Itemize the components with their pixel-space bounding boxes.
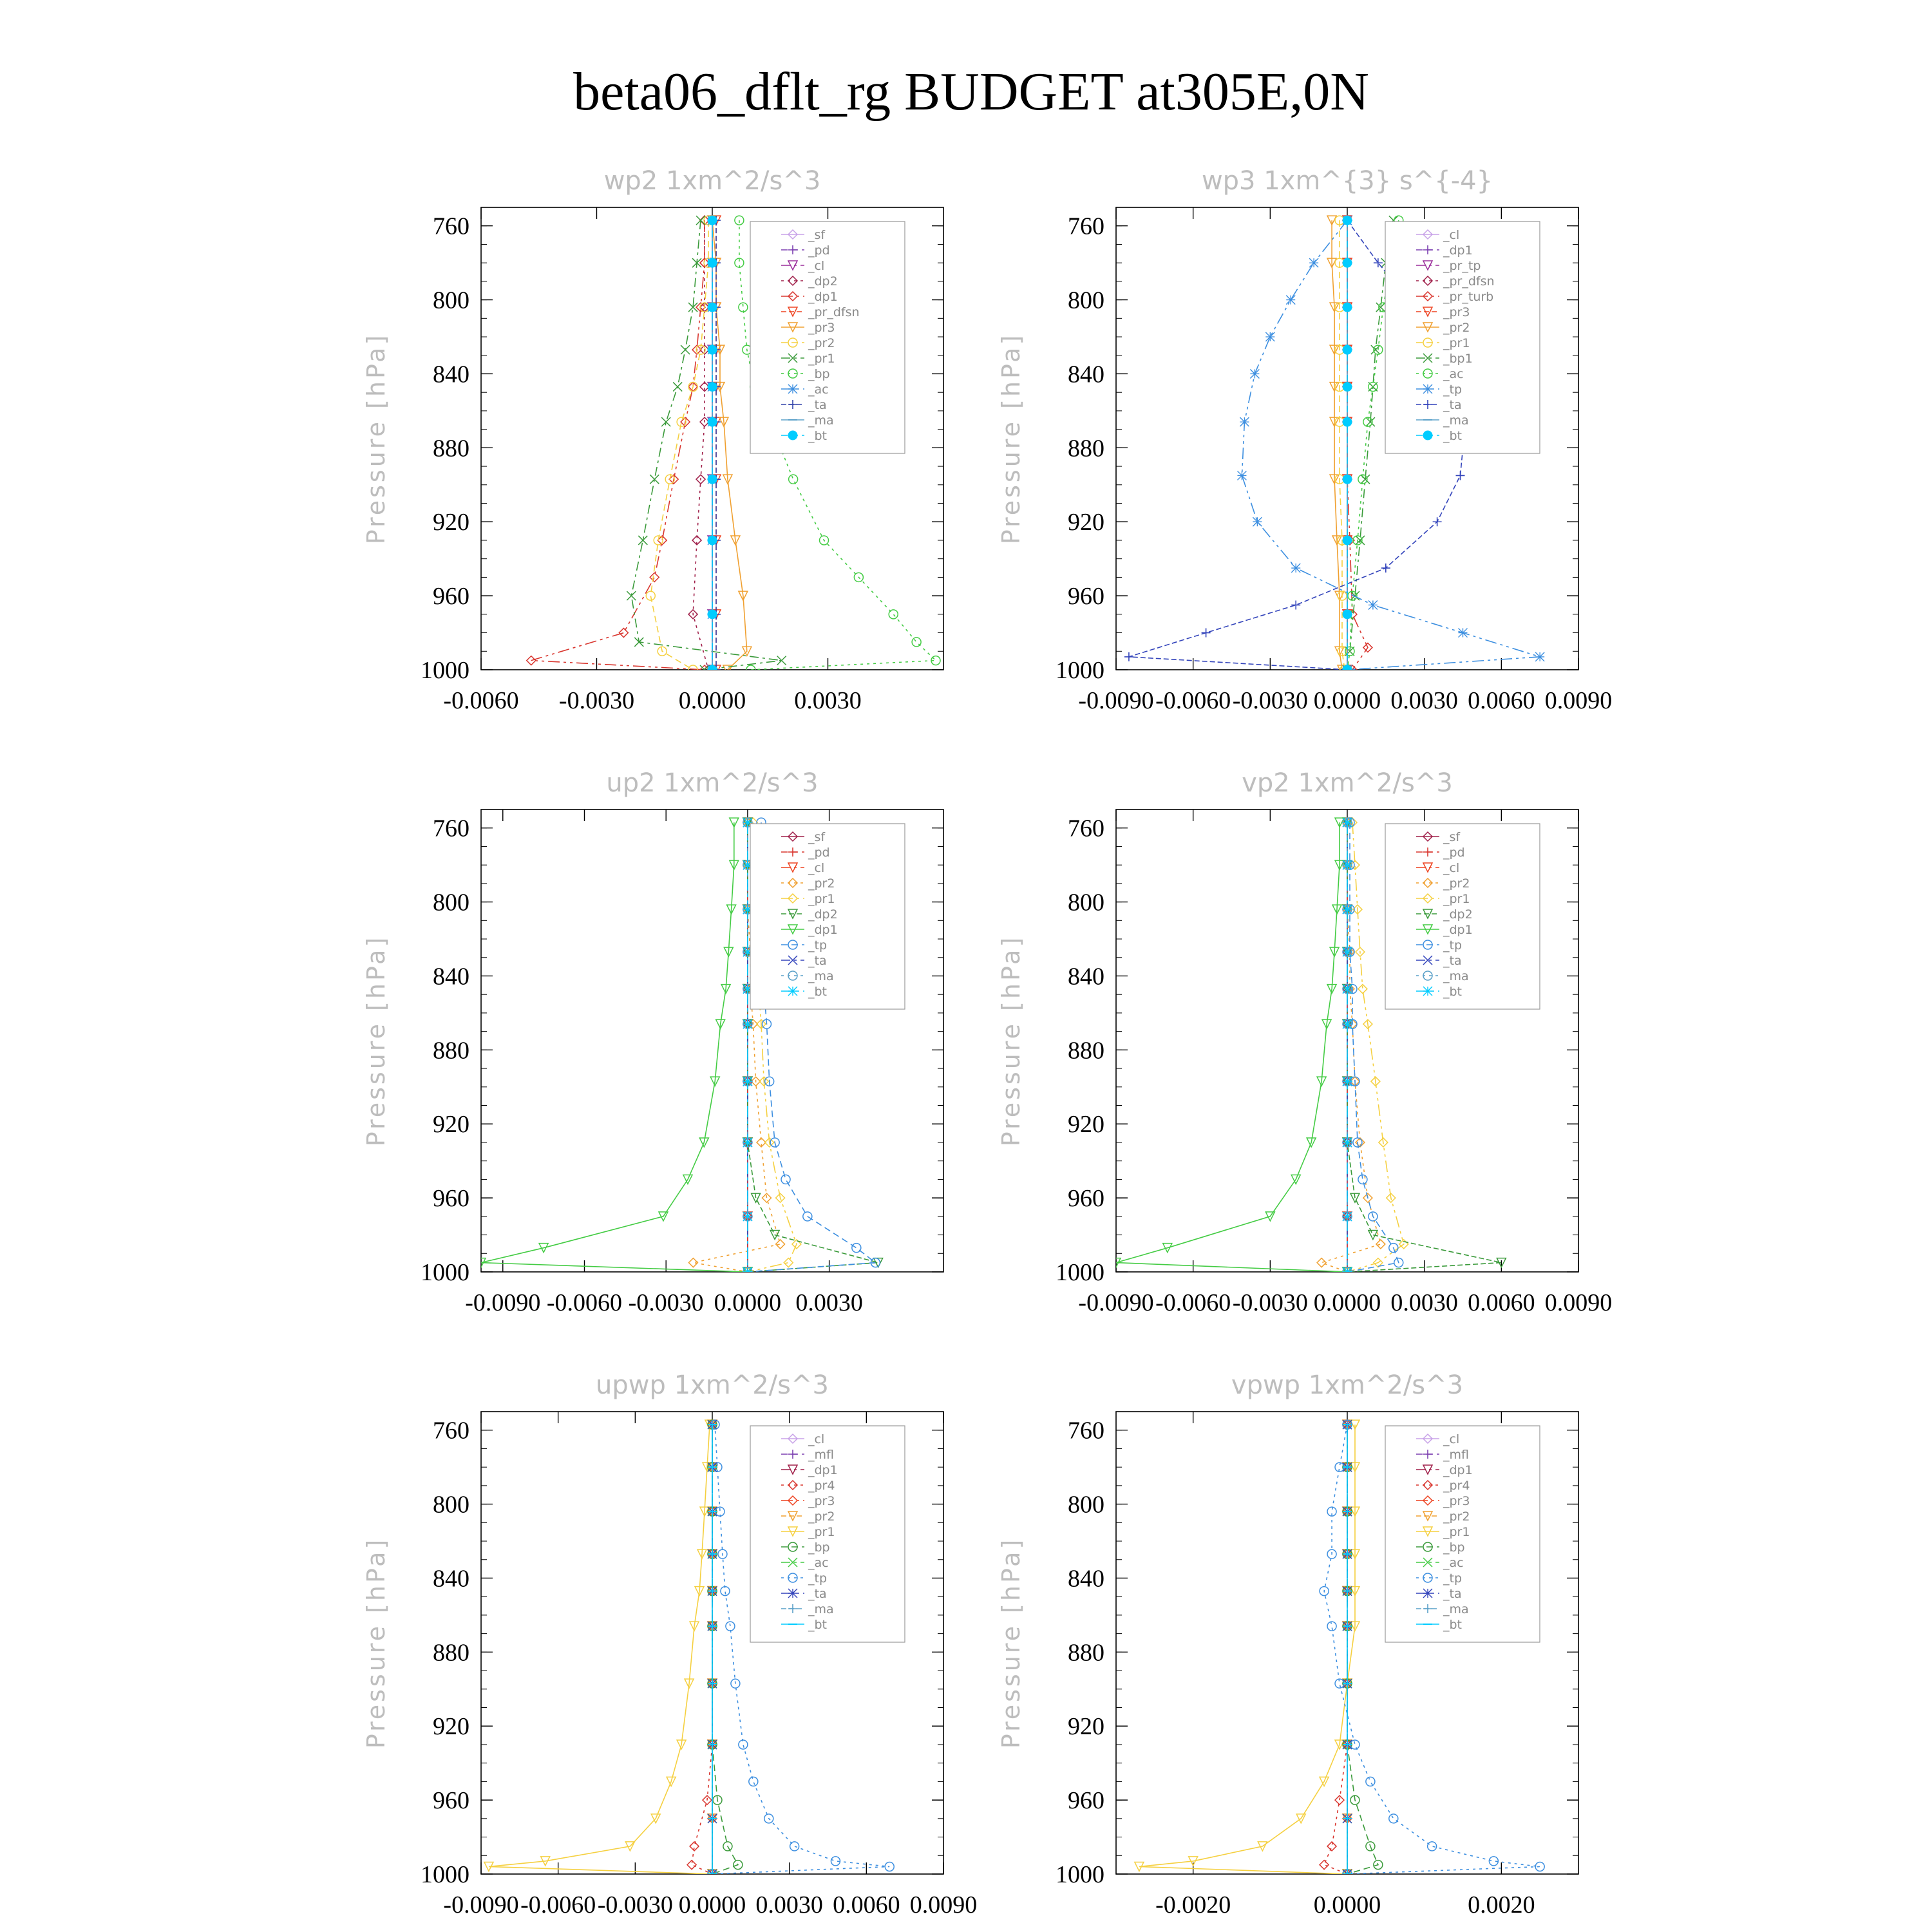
- series-line-dp1: [481, 822, 748, 1272]
- legend-label: _mfl: [1443, 1448, 1469, 1462]
- series-point: [749, 1777, 758, 1786]
- legend-marker: [1423, 431, 1432, 440]
- x-tick-label: -0.0060: [1155, 687, 1231, 714]
- series-line-pr2: [1332, 220, 1342, 670]
- legend-label: _dp1: [808, 923, 838, 937]
- y-axis-label: Pressure [hPa]: [997, 332, 1025, 545]
- series-point: [1343, 860, 1352, 869]
- y-tick-label: 920: [1068, 1111, 1104, 1139]
- legend-label: _sf: [808, 228, 826, 242]
- series-point: [726, 1622, 735, 1631]
- series-point: [1428, 1842, 1437, 1851]
- legend-label: _bt: [808, 985, 828, 999]
- legend-label: _tp: [1443, 938, 1463, 952]
- legend-label: _bp1: [1443, 352, 1473, 366]
- series-line-pr4: [1324, 1425, 1347, 1874]
- series-point: [681, 345, 690, 354]
- series-point: [708, 610, 717, 619]
- y-tick-label: 1000: [421, 1861, 469, 1888]
- legend-label: _ac: [808, 383, 829, 397]
- series-point: [1253, 517, 1262, 526]
- series-point: [650, 475, 659, 484]
- y-tick-label: 800: [1068, 1491, 1104, 1519]
- legend-marker: [1423, 987, 1432, 996]
- legend-label: _dp1: [1443, 1463, 1473, 1477]
- series-point: [1317, 1258, 1326, 1267]
- x-tick-label: 0.0060: [1468, 1289, 1535, 1316]
- x-tick-label: 0.0030: [755, 1891, 823, 1918]
- legend-label: _cl: [1443, 228, 1460, 242]
- y-tick-label: 960: [1068, 583, 1104, 611]
- y-tick-label: 760: [433, 213, 469, 240]
- legend-label: _ma: [1443, 413, 1469, 428]
- legend-label: _pr2: [1443, 1510, 1470, 1524]
- series-point: [776, 1240, 785, 1249]
- panel-2: [997, 166, 1612, 714]
- panel-title: up2 1xm^2/s^3: [606, 768, 819, 798]
- panel-title: vp2 1xm^2/s^3: [1242, 768, 1453, 798]
- y-tick-label: 920: [1068, 509, 1104, 536]
- legend-label: _pr1: [1443, 336, 1470, 350]
- y-tick-label: 920: [1068, 1713, 1104, 1741]
- panel-title: upwp 1xm^2/s^3: [596, 1370, 829, 1400]
- y-tick-label: 840: [433, 1565, 469, 1593]
- y-tick-label: 840: [433, 963, 469, 990]
- series-point: [708, 258, 717, 267]
- legend-label: _dp1: [808, 1463, 838, 1477]
- legend-label: _bt: [1443, 429, 1463, 443]
- y-axis-label: Pressure [hPa]: [997, 1537, 1025, 1749]
- x-tick-label: 0.0090: [909, 1891, 978, 1918]
- x-tick-label: 0.0000: [714, 1289, 782, 1316]
- y-tick-label: 800: [433, 287, 469, 314]
- series-line-dp1: [1116, 822, 1347, 1272]
- legend-label: _pr2: [1443, 321, 1470, 335]
- series-point: [790, 1842, 799, 1851]
- series-line-pr2: [1321, 822, 1381, 1272]
- legend-marker: [788, 431, 797, 440]
- series-point: [638, 536, 647, 545]
- legend-label: _pr3: [808, 1494, 835, 1508]
- series-point: [708, 383, 717, 392]
- y-tick-label: 1000: [421, 1259, 469, 1286]
- series-point: [743, 1019, 752, 1028]
- legend-label: _pr_dfsn: [808, 305, 860, 319]
- legend-label: _pr3: [808, 321, 835, 335]
- legend-label: _pr1: [808, 352, 835, 366]
- legend-label: _pr4: [808, 1479, 835, 1493]
- series-point: [650, 573, 659, 582]
- x-tick-label: -0.0030: [1232, 1289, 1308, 1316]
- y-tick-label: 880: [433, 1037, 469, 1065]
- y-tick-label: 760: [433, 1417, 469, 1444]
- y-tick-label: 800: [433, 1491, 469, 1519]
- legend-label: _sf: [808, 830, 826, 844]
- legend-marker: [788, 1589, 797, 1598]
- legend-label: _dp1: [1443, 923, 1473, 937]
- x-tick-label: -0.0060: [1155, 1289, 1231, 1316]
- panel-title: wp3 1xm^{3} s^{-4}: [1201, 166, 1493, 196]
- series-point: [1250, 369, 1259, 378]
- series-point: [1343, 665, 1352, 674]
- x-tick-label: 0.0030: [794, 687, 862, 714]
- y-tick-label: 1000: [421, 657, 469, 684]
- series-point: [1456, 471, 1465, 480]
- legend-label: _pr_turb: [1443, 290, 1494, 304]
- series-point: [1309, 258, 1318, 267]
- x-tick-label: -0.0030: [597, 1891, 673, 1918]
- series-line-dp1: [531, 220, 705, 670]
- y-tick-label: 880: [433, 435, 469, 462]
- series-point: [708, 417, 717, 426]
- legend-label: _ma: [1443, 969, 1469, 983]
- series-point: [1343, 216, 1352, 225]
- series-point: [1265, 332, 1274, 341]
- panel-title: vpwp 1xm^2/s^3: [1231, 1370, 1464, 1400]
- series-point: [708, 536, 717, 545]
- legend-label: _pr2: [808, 876, 835, 891]
- legend-label: _cl: [1443, 1432, 1460, 1446]
- legend-label: _bt: [1443, 985, 1463, 999]
- series-point: [1433, 517, 1442, 526]
- legend-label: _pr3: [1443, 1494, 1470, 1508]
- legend-label: _cl: [808, 861, 825, 875]
- series-point: [1240, 417, 1249, 426]
- y-tick-label: 840: [433, 361, 469, 388]
- series-point: [1459, 629, 1468, 638]
- series-point: [1286, 296, 1295, 305]
- panel-4: [997, 768, 1612, 1316]
- series-point: [1343, 345, 1352, 354]
- figure-title: beta06_dflt_rg BUDGET at305E,0N: [573, 62, 1369, 122]
- x-tick-label: -0.0060: [546, 1289, 623, 1316]
- series-point: [708, 665, 717, 674]
- y-tick-label: 840: [1068, 963, 1104, 990]
- y-tick-label: 760: [433, 815, 469, 842]
- legend-label: _dp2: [808, 274, 838, 289]
- y-axis-label: Pressure [hPa]: [362, 332, 390, 545]
- series-point: [1343, 383, 1352, 392]
- legend-label: _bp: [808, 1540, 830, 1555]
- series-point: [789, 475, 798, 484]
- series-point: [912, 638, 921, 647]
- series-point: [743, 1077, 752, 1086]
- legend-label: _pr1: [808, 1525, 835, 1539]
- legend-label: _ma: [808, 413, 834, 428]
- legend-label: _dp1: [1443, 243, 1473, 258]
- legend-label: _ta: [808, 954, 827, 968]
- series-point: [1381, 564, 1390, 573]
- legend-label: _dp2: [1443, 907, 1473, 922]
- legend-label: _sf: [1443, 830, 1461, 844]
- legend-label: _pd: [808, 846, 830, 860]
- legend-marker: [1423, 384, 1432, 393]
- series-point: [1343, 1212, 1352, 1221]
- y-tick-label: 960: [1068, 1185, 1104, 1213]
- legend-label: _ac: [1443, 367, 1464, 381]
- y-tick-label: 760: [1068, 1417, 1104, 1444]
- x-tick-label: -0.0030: [1232, 687, 1308, 714]
- panel-1: [362, 166, 943, 714]
- series-point: [673, 383, 682, 392]
- y-tick-label: 920: [433, 1111, 469, 1139]
- x-tick-label: 0.0090: [1544, 687, 1613, 714]
- series-point: [708, 475, 717, 484]
- series-point: [1389, 1814, 1398, 1823]
- y-tick-label: 800: [433, 889, 469, 916]
- series-line-pr1: [1139, 1425, 1355, 1874]
- series-point: [1343, 303, 1352, 312]
- x-tick-label: -0.0020: [1155, 1891, 1231, 1918]
- y-tick-label: 800: [1068, 287, 1104, 314]
- x-tick-label: -0.0090: [465, 1289, 541, 1316]
- panel-5: [362, 1370, 977, 1918]
- legend-label: _cl: [1443, 861, 1460, 875]
- series-point: [1343, 818, 1352, 827]
- legend-label: _ta: [1443, 1587, 1462, 1601]
- series-line-pr3: [712, 220, 747, 670]
- x-tick-label: 0.0000: [1313, 1289, 1381, 1316]
- series-point: [1291, 564, 1300, 573]
- legend-label: _cl: [808, 259, 825, 273]
- legend-label: _ma: [808, 1602, 834, 1616]
- x-tick-label: 0.0030: [1390, 687, 1458, 714]
- series-point: [1237, 471, 1246, 480]
- x-tick-label: -0.0030: [628, 1289, 704, 1316]
- y-tick-label: 1000: [1056, 1861, 1104, 1888]
- legend-label: _bp: [1443, 1540, 1465, 1555]
- series-point: [1343, 417, 1352, 426]
- y-tick-label: 920: [433, 1713, 469, 1741]
- legend-label: _pr4: [1443, 1479, 1470, 1493]
- series-point: [1343, 1267, 1352, 1276]
- legend-label: _ac: [808, 1556, 829, 1570]
- series-point: [1343, 536, 1352, 545]
- series-point: [1343, 1077, 1352, 1086]
- series-point: [1368, 600, 1378, 609]
- series-point: [627, 591, 636, 600]
- legend-label: _pr1: [1443, 1525, 1470, 1539]
- x-tick-label: -0.0090: [1078, 687, 1154, 714]
- legend-label: _tp: [808, 938, 828, 952]
- series-point: [1366, 1777, 1375, 1786]
- legend-label: _dp1: [808, 290, 838, 304]
- legend-label: _pd: [1443, 846, 1465, 860]
- series-point: [784, 1258, 793, 1267]
- x-tick-label: -0.0090: [443, 1891, 519, 1918]
- series-point: [708, 345, 717, 354]
- series-line-pr_turb: [1347, 220, 1368, 670]
- series-line-pr4: [692, 1425, 712, 1874]
- series-point: [1124, 652, 1133, 661]
- x-tick-label: 0.0020: [1468, 1891, 1535, 1918]
- legend-label: _ac: [1443, 1556, 1464, 1570]
- x-tick-label: 0.0000: [1313, 687, 1381, 714]
- series-point: [743, 1212, 752, 1221]
- x-tick-label: 0.0060: [1468, 687, 1535, 714]
- legend-label: _ta: [808, 1587, 827, 1601]
- series-line-pr2: [650, 220, 708, 670]
- legend-marker: [788, 987, 797, 996]
- series-point: [1368, 1231, 1378, 1240]
- legend-label: _tp: [1443, 383, 1463, 397]
- legend-label: _dp2: [808, 907, 838, 922]
- legend-label: _ta: [1443, 398, 1462, 412]
- legend-label: _bt: [808, 429, 828, 443]
- panel-6: [997, 1370, 1578, 1918]
- series-point: [1343, 1138, 1352, 1147]
- y-tick-label: 840: [1068, 1565, 1104, 1593]
- series-point: [1535, 652, 1544, 661]
- x-tick-label: -0.0090: [1078, 1289, 1154, 1316]
- series-point: [1343, 610, 1352, 619]
- series-point: [1343, 1019, 1352, 1028]
- y-axis-label: Pressure [hPa]: [997, 934, 1025, 1147]
- series-point: [1291, 600, 1300, 609]
- panel-3: [362, 768, 943, 1316]
- y-axis-label: Pressure [hPa]: [362, 1537, 390, 1749]
- y-tick-label: 880: [1068, 1037, 1104, 1065]
- legend-label: _tp: [808, 1571, 828, 1586]
- series-point: [646, 591, 655, 600]
- legend-label: _ma: [808, 969, 834, 983]
- x-tick-label: 0.0090: [1544, 1289, 1613, 1316]
- x-tick-label: 0.0030: [795, 1289, 863, 1316]
- y-tick-label: 1000: [1056, 1259, 1104, 1286]
- legend-label: _ma: [1443, 1602, 1469, 1616]
- legend-label: _pd: [808, 243, 830, 258]
- y-tick-label: 760: [1068, 213, 1104, 240]
- y-tick-label: 960: [1068, 1787, 1104, 1815]
- x-tick-label: 0.0030: [1390, 1289, 1458, 1316]
- series-point: [743, 1267, 752, 1276]
- y-tick-label: 840: [1068, 361, 1104, 388]
- legend-label: _ta: [808, 398, 827, 412]
- series-point: [1343, 475, 1352, 484]
- series-point: [1327, 1842, 1336, 1851]
- legend-label: _pr1: [1443, 892, 1470, 906]
- series-point: [708, 303, 717, 312]
- series-point: [1343, 985, 1352, 994]
- legend-label: _cl: [808, 1432, 825, 1446]
- legend-label: _pr3: [1443, 305, 1470, 319]
- series-point: [889, 610, 898, 619]
- series-point: [739, 1740, 748, 1749]
- series-point: [619, 629, 628, 638]
- legend-label: _mfl: [808, 1448, 834, 1462]
- series-point: [1343, 258, 1352, 267]
- y-tick-label: 880: [433, 1639, 469, 1667]
- legend-label: _bt: [808, 1618, 828, 1632]
- series-point: [781, 1175, 790, 1184]
- legend-label: _pr_dfsn: [1443, 274, 1495, 289]
- legend-label: _bt: [1443, 1618, 1463, 1632]
- legend-label: _pr2: [808, 1510, 835, 1524]
- legend-label: _pr1: [808, 892, 835, 906]
- series-point: [708, 216, 717, 225]
- series-point: [1535, 1862, 1544, 1871]
- series-point: [762, 1193, 771, 1202]
- y-tick-label: 960: [433, 1185, 469, 1213]
- series-point: [1320, 1861, 1329, 1870]
- series-point: [1202, 629, 1211, 638]
- y-tick-label: 760: [1068, 815, 1104, 842]
- series-line-pr1: [489, 1425, 712, 1874]
- legend-marker: [788, 384, 797, 393]
- series-point: [1343, 947, 1352, 956]
- y-tick-label: 880: [1068, 435, 1104, 462]
- x-tick-label: 0.0000: [678, 1891, 746, 1918]
- y-tick-label: 1000: [1056, 657, 1104, 684]
- legend-label: _bp: [808, 367, 830, 381]
- x-tick-label: -0.0030: [558, 687, 635, 714]
- series-point: [1376, 1240, 1385, 1249]
- x-tick-label: 0.0000: [678, 687, 746, 714]
- series-line-pr1: [1340, 220, 1345, 670]
- y-tick-label: 800: [1068, 889, 1104, 916]
- series-point: [743, 1138, 752, 1147]
- y-tick-label: 960: [433, 1787, 469, 1815]
- series-line-bp: [712, 1425, 738, 1874]
- panel-title: wp2 1xm^2/s^3: [603, 166, 821, 196]
- series-point: [852, 1244, 861, 1253]
- legend-label: _ta: [1443, 954, 1462, 968]
- series-point: [661, 417, 670, 426]
- y-axis-label: Pressure [hPa]: [362, 934, 390, 1147]
- legend-label: _pr2: [808, 336, 835, 350]
- x-tick-label: 0.0060: [833, 1891, 900, 1918]
- x-tick-label: -0.0060: [443, 687, 519, 714]
- legend-label: _pr_tp: [1443, 259, 1481, 273]
- legend-label: _tp: [1443, 1571, 1463, 1586]
- x-tick-label: 0.0000: [1313, 1891, 1381, 1918]
- legend-marker: [1423, 1589, 1432, 1598]
- x-tick-label: -0.0060: [520, 1891, 596, 1918]
- series-point: [777, 656, 786, 665]
- y-tick-label: 880: [1068, 1639, 1104, 1667]
- series-point: [1343, 905, 1352, 914]
- legend-label: _pr2: [1443, 876, 1470, 891]
- y-tick-label: 960: [433, 583, 469, 611]
- y-tick-label: 920: [433, 509, 469, 536]
